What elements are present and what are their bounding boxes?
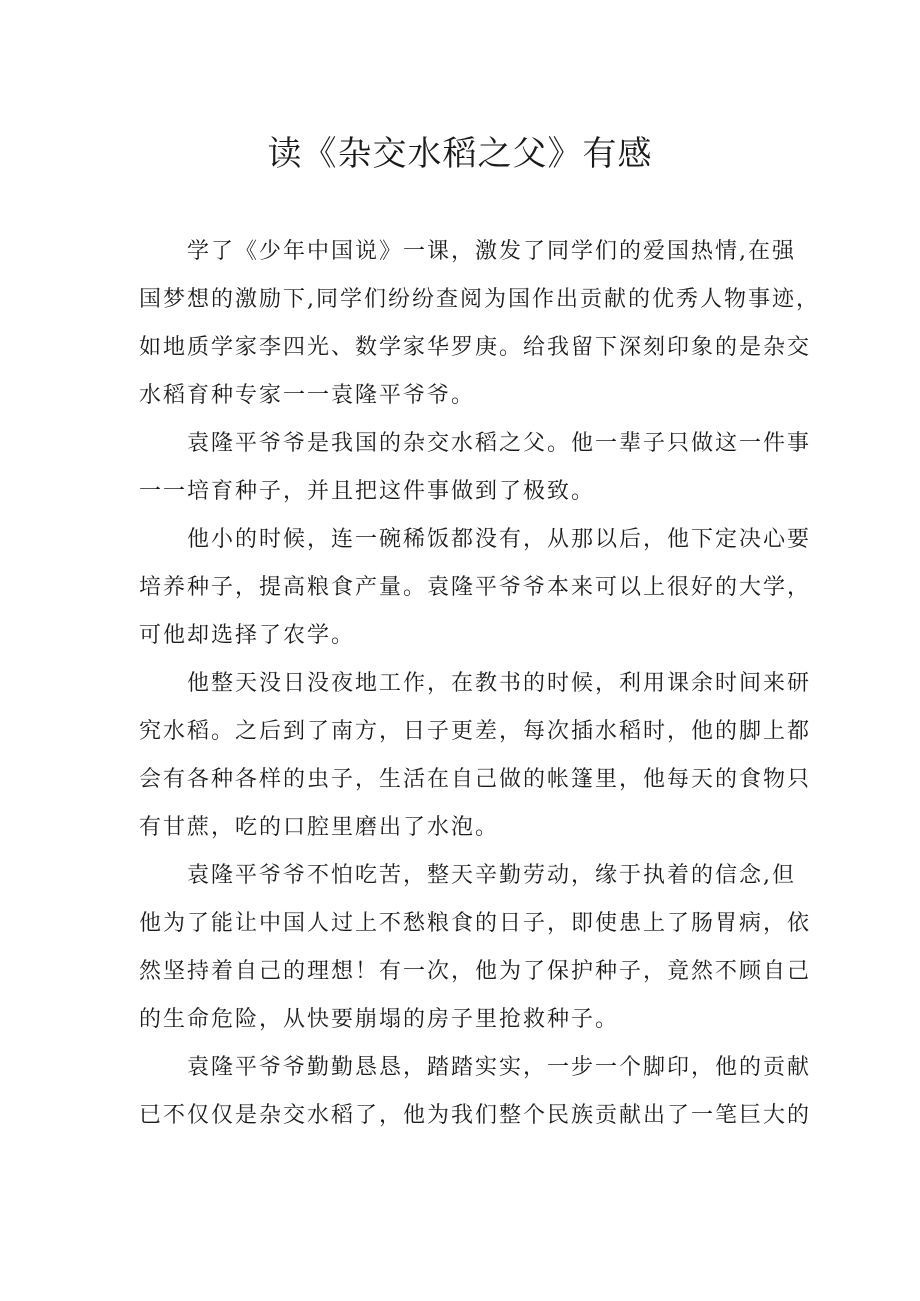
text-line: 他小的时候，连一碗稀饭都没有，从那以后，他下定决心要 [187, 527, 812, 552]
text-line: 究水稻。之后到了南方，日子更差，每次插水稻时，他的脚上都 [139, 719, 812, 744]
text-line: 有甘蔗，吃的口腔里磨出了水泡。 [139, 815, 500, 840]
paragraph [139, 228, 820, 420]
document-title: 读《杂交水稻之父》有感 [267, 134, 653, 174]
text-line: 会有各种各样的虫子，生活在自己做的帐篷里，他每天的食物只 [139, 767, 812, 792]
text-line: 可他却选择了农学。 [139, 623, 356, 648]
document-body [139, 228, 820, 1140]
text-line: 袁隆平爷爷不怕吃苦，整天辛勤劳动，缘于执着的信念,但 [187, 863, 796, 888]
text-line: 袁隆平爷爷勤勤恳恳，踏踏实实，一步一个脚印，他的贡献 [187, 1055, 812, 1080]
text-line: 国梦想的激励下,同学们纷纷查阅为国作出贡献的优秀人物事迹， [139, 287, 820, 312]
text-line: 的生命危险，从快要崩塌的房子里抢救种子。 [139, 1007, 620, 1032]
text-line: 水稻育种专家一一袁隆平爷爷。 [139, 383, 476, 408]
paragraph [139, 660, 812, 852]
text-line: 如地质学家李四光、数学家华罗庚。给我留下深刻印象的是杂交 [139, 335, 812, 360]
paragraph [139, 516, 812, 660]
text-line: 他为了能让中国人过上不愁粮食的日子，即使患上了肠胃病，依 [139, 911, 812, 936]
paragraph [139, 420, 812, 516]
text-line: 已不仅仅是杂交水稻了，他为我们整个民族贡献出了一笔巨大的 [139, 1103, 812, 1128]
text-line: 培养种子，提高粮食产量。袁隆平爷爷本来可以上很好的大学， [139, 575, 812, 600]
paragraph [139, 852, 812, 1044]
text-line: 然坚持着自己的理想！有一次，他为了保护种子，竟然不顾自己 [139, 959, 812, 984]
text-line: 袁隆平爷爷是我国的杂交水稻之父。他一辈子只做这一件事 [187, 431, 812, 456]
text-line: 一一培育种子，并且把这件事做到了极致。 [139, 479, 596, 504]
text-line: 他整天没日没夜地工作，在教书的时候，利用课余时间来研 [187, 671, 812, 696]
paragraph [139, 1044, 812, 1140]
text-line: 学了《少年中国说》一课，激发了同学们的爱国热情,在强 [187, 239, 796, 264]
